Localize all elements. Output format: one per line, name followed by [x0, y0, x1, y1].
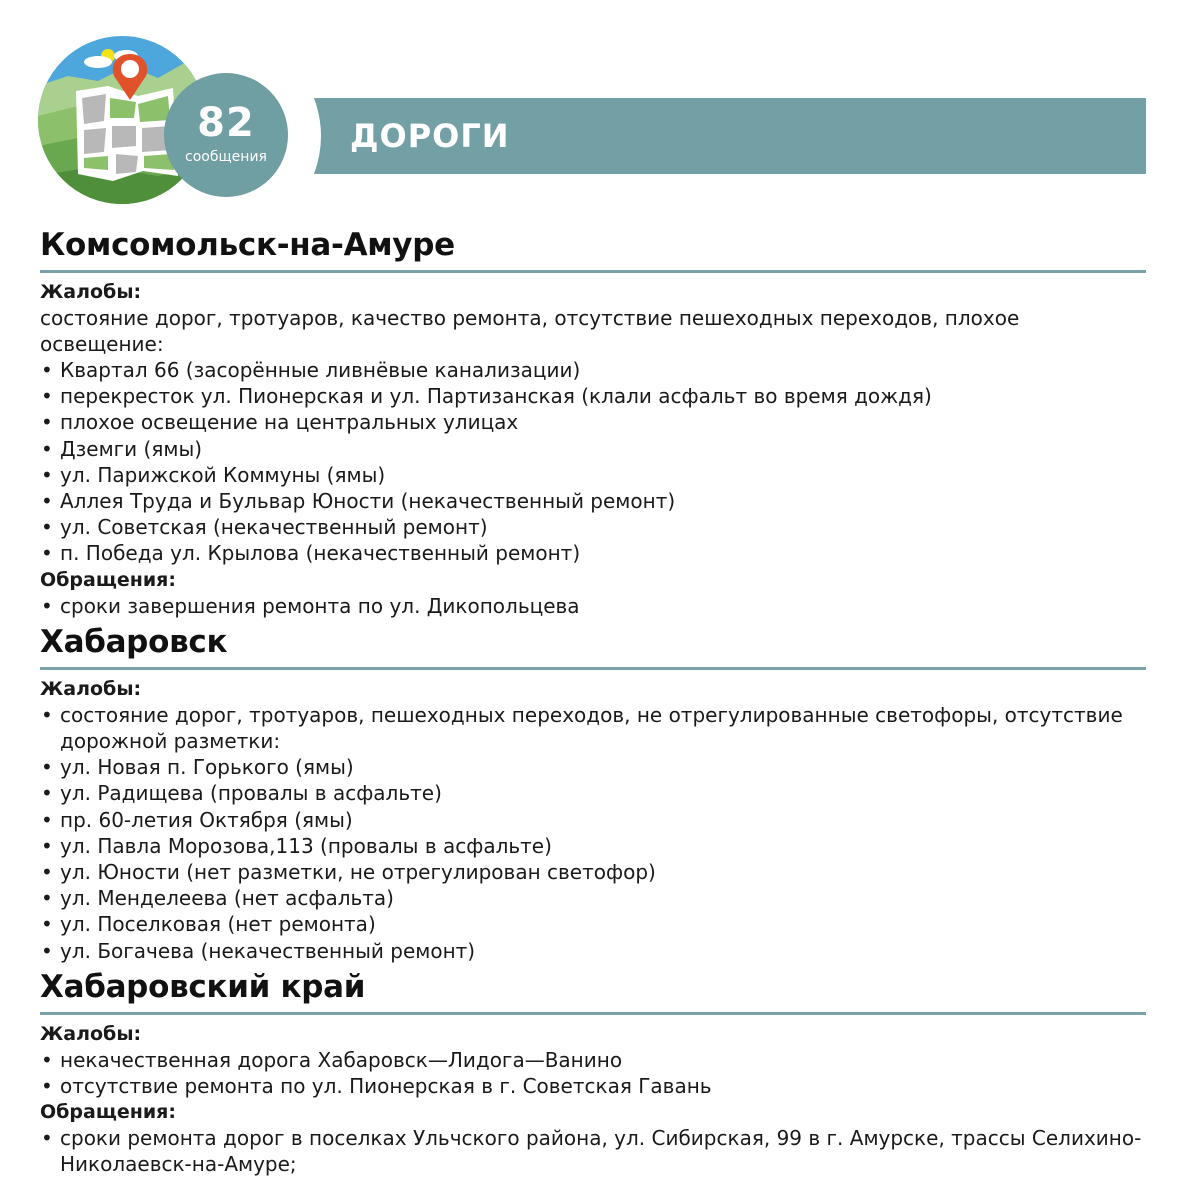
list-item: • состояние дорог, тротуаров, пешеходных переходов, не отрегулированные светофоры, отсутствие дорожной разметки: [40, 702, 1146, 754]
list-item: • ул. Богачева (некачественный ремонт) [40, 938, 1146, 964]
list-item: • ул. Менделеева (нет асфальта) [40, 885, 1146, 911]
city-heading: Хабаровск [40, 623, 228, 660]
content [40, 222, 1146, 1178]
list-item: • Квартал 66 (засорённые ливнёвые канализации) [40, 357, 1146, 383]
list-item: • Дземги (ямы) [40, 436, 1146, 462]
list-item: • ул. Поселковая (нет ремонта) [40, 911, 1146, 937]
banner-title: ДОРОГИ [350, 117, 510, 155]
city-section [40, 222, 1146, 619]
list-item: • перекресток ул. Пионерская и ул. Партизанская (клали асфальт во время дождя) [40, 383, 1146, 409]
list-item: • ул. Новая п. Горького (ямы) [40, 754, 1146, 780]
requests-list [40, 593, 1146, 619]
complaints-list [40, 357, 1146, 567]
city-section [40, 964, 1146, 1178]
divider [40, 667, 1146, 670]
requests-label: Обращения: [40, 1101, 176, 1124]
section-banner [314, 98, 1146, 174]
divider [40, 270, 1146, 273]
message-count-label: сообщения [185, 149, 267, 165]
complaints-intro: состояние дорог, тротуаров, качество ремонта, отсутствие пешеходных переходов, плохое освещение: [40, 306, 1020, 356]
list-item: • ул. Советская (некачественный ремонт) [40, 514, 1146, 540]
complaints-list [40, 1047, 1146, 1099]
complaints-label: Жалобы: [40, 281, 142, 303]
list-item: • плохое освещение на центральных улицах [40, 409, 1146, 435]
list-item: • отсутствие ремонта по ул. Пионерская в г. Советская Гавань [40, 1073, 1146, 1099]
list-item: • ул. Радищева (провалы в асфальте) [40, 780, 1146, 806]
complaints-list [40, 702, 1146, 964]
requests-list [40, 1125, 1146, 1177]
list-item: • сроки завершения ремонта по ул. Дикопольцева [40, 593, 1146, 619]
list-item: • пр. 60-летия Октября (ямы) [40, 807, 1146, 833]
message-count: 82 [197, 100, 255, 146]
city-heading: Комсомольск-на-Амуре [40, 227, 455, 263]
city-section [40, 619, 1146, 964]
list-item: • п. Победа ул. Крылова (некачественный ремонт) [40, 540, 1146, 566]
complaints-label: Жалобы: [40, 677, 142, 700]
city-heading: Хабаровский край [40, 968, 366, 1005]
message-count-badge [164, 73, 288, 197]
list-item: • ул. Парижской Коммуны (ямы) [40, 462, 1146, 488]
list-item: • ул. Юности (нет разметки, не отрегулирован светофор) [40, 859, 1146, 885]
complaints-label: Жалобы: [40, 1022, 142, 1045]
list-item: • ул. Павла Морозова,113 (провалы в асфальте) [40, 833, 1146, 859]
list-item: • Аллея Труда и Бульвар Юности (некачественный ремонт) [40, 488, 1146, 514]
list-item: • некачественная дорога Хабаровск—Лидога—Ванино [40, 1047, 1146, 1073]
requests-label: Обращения: [40, 568, 176, 591]
divider [40, 1012, 1146, 1015]
list-item: • сроки ремонта дорог в поселках Ульчского района, ул. Сибирская, 99 в г. Амурске, трассы Селихино-Николаевск-на-Амуре; [40, 1125, 1146, 1177]
